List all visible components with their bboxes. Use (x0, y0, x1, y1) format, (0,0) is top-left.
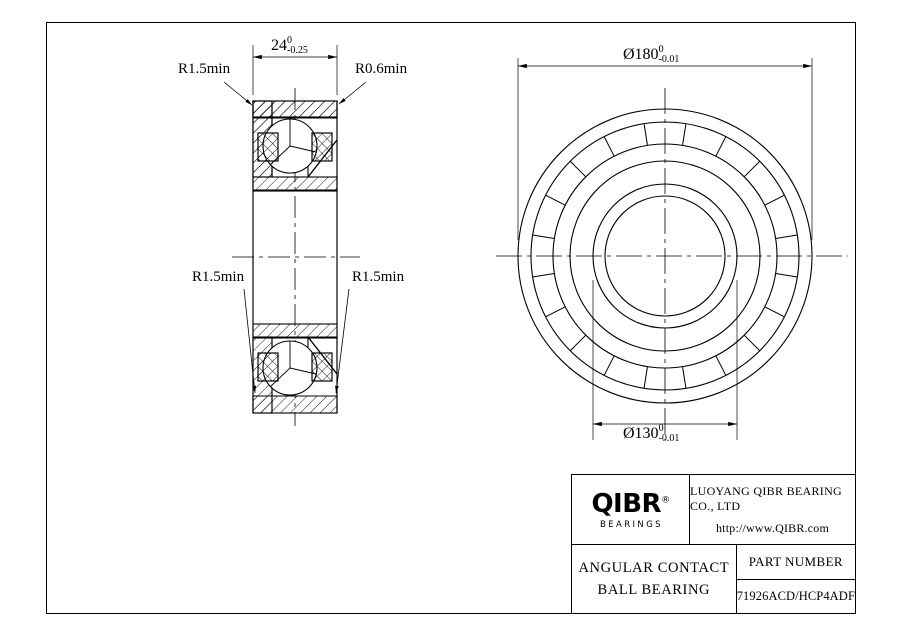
product-type-line2: BALL BEARING (597, 582, 711, 598)
product-type (572, 545, 737, 613)
logo-text (591, 491, 669, 517)
tol-upper: 0 (658, 423, 664, 434)
tol-lower: -0.25 (287, 45, 308, 56)
note-r06min-top-right: R0.6min (355, 61, 408, 77)
part-number-label: PART NUMBER (737, 545, 855, 580)
logo-subtitle: BEARINGS (600, 520, 663, 530)
company-website[interactable]: http://www.QIBR.com (715, 520, 830, 535)
dimension-outer-diameter: Ø180 0 -0.01 (623, 44, 680, 65)
dimension-inner-diameter: Ø130 0 -0.01 (623, 423, 680, 444)
tol-lower: -0.01 (658, 54, 680, 65)
part-number-value: 71926ACD/HCP4ADF (736, 589, 855, 603)
tol-lower: -0.01 (658, 433, 680, 444)
tol-upper: 0 (287, 35, 292, 46)
registered-mark-icon: ® (661, 495, 670, 506)
note-r15min-bottom-right: R1.5min (352, 269, 405, 285)
logo-wordmark: QIBR (591, 489, 662, 519)
product-type-line1: ANGULAR CONTACT (578, 559, 730, 576)
tol-upper: 0 (658, 44, 664, 55)
dimension-width: 24 0 -0.25 (271, 35, 308, 56)
title-block (571, 474, 856, 614)
title-block-header (572, 475, 855, 544)
company-info (690, 475, 855, 544)
company-logo (572, 475, 690, 544)
company-name: LUOYANG QIBR BEARING CO., LTD (690, 483, 842, 513)
part-number-block (737, 545, 855, 613)
note-r15min-top-left: R1.5min (178, 61, 231, 77)
note-r15min-bottom-left: R1.5min (192, 269, 245, 285)
title-block-body (572, 544, 855, 613)
